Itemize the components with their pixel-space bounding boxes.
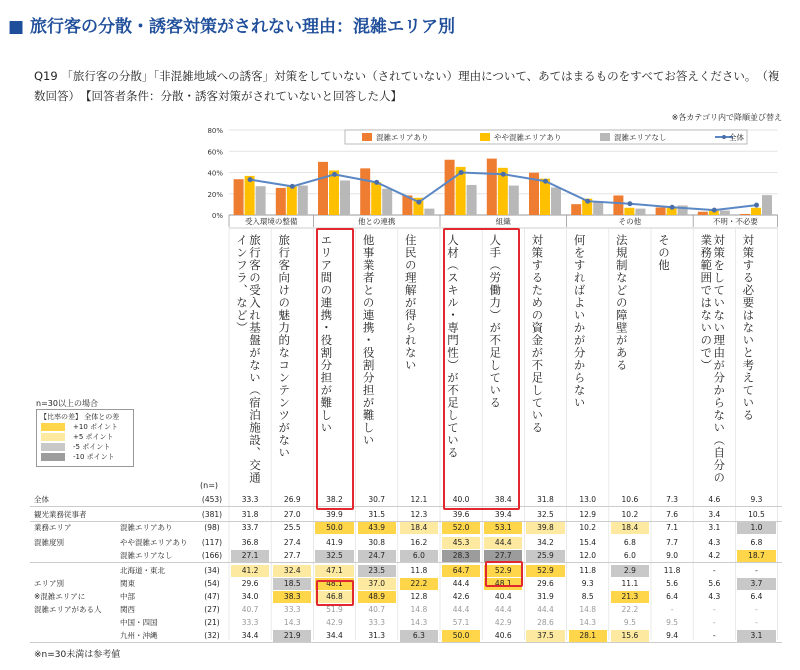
table-cell: 6.0 xyxy=(400,550,438,562)
table-cell: 15.6 xyxy=(611,630,649,642)
table-cell: 5.6 xyxy=(708,579,721,588)
table-cell: 51.9 xyxy=(326,605,343,614)
table-cell: 33.3 xyxy=(368,618,386,627)
table-cell: 34.4 xyxy=(241,631,259,640)
table-cell: 39.6 xyxy=(452,510,470,519)
table-cell: 27.1 xyxy=(231,550,269,562)
row-group-label: 業務エリア xyxy=(34,523,72,532)
table-cell: 18.4 xyxy=(611,522,649,534)
bar xyxy=(276,188,286,215)
table-cell: 33.3 xyxy=(283,605,301,614)
row-n: (27) xyxy=(204,605,220,614)
row-label: 九州・沖縄 xyxy=(120,631,158,640)
table-row xyxy=(30,591,782,603)
table-cell: 14.8 xyxy=(410,605,428,614)
category-label: 住民の理解が得られない xyxy=(403,234,418,372)
highlight-box-staff-shortage xyxy=(443,228,520,510)
row-group-label: エリア別 xyxy=(34,579,64,588)
table-cell: 43.9 xyxy=(358,522,396,534)
table-cell: 12.1 xyxy=(410,495,428,504)
legend-box-title: 【比率の差】 全体との差 xyxy=(40,413,120,421)
table-cell: 27.7 xyxy=(283,551,301,560)
table-cell: 33.3 xyxy=(241,495,259,504)
table-cell: 6.8 xyxy=(623,538,636,547)
table-cell: 9.0 xyxy=(666,551,679,560)
highlight-legend xyxy=(36,409,134,467)
row-label: 中部 xyxy=(120,592,135,601)
table-cell: 64.7 xyxy=(442,565,480,577)
table-cell: 26.9 xyxy=(283,495,301,504)
table-cell: 6.0 xyxy=(623,551,636,560)
table-cell: - xyxy=(755,618,758,627)
category-label: 旅行客向けの魅力的なコンテンツがない xyxy=(277,234,292,459)
table-cell: 8.5 xyxy=(581,592,594,601)
table-cell: 32.5 xyxy=(315,550,353,562)
table-cell: 25.5 xyxy=(283,523,301,532)
row-n: (381) xyxy=(201,510,223,519)
category-label: 法規制などの障壁がある xyxy=(614,234,629,372)
table-cell: 6.8 xyxy=(750,538,763,547)
table-cell: 31.3 xyxy=(368,631,386,640)
line-point xyxy=(248,177,253,182)
table-row xyxy=(30,565,782,577)
category-label: 人材（スキル・専門性）が不足している xyxy=(446,234,460,459)
table-cell: 7.6 xyxy=(666,510,679,519)
table-cell: - xyxy=(712,618,716,627)
table-cell: 12.9 xyxy=(579,510,597,519)
row-n: (47) xyxy=(204,592,220,601)
bar xyxy=(360,168,370,215)
table-cell: - xyxy=(712,566,716,575)
table-cell: 37.0 xyxy=(358,578,396,590)
legend-swatch xyxy=(362,133,372,141)
table-cell: 9.3 xyxy=(581,579,594,588)
table-cell: 7.1 xyxy=(666,523,679,532)
table-cell: 10.2 xyxy=(579,523,597,532)
category-label: 対策するための資金が不足している xyxy=(530,234,545,434)
table-cell: - xyxy=(712,605,716,614)
table-cell: 25.9 xyxy=(526,550,564,562)
group-label: その他 xyxy=(618,217,642,226)
footer-note: ※n=30未満は参考値 xyxy=(34,650,121,660)
table-cell: 22.2 xyxy=(400,578,438,590)
row-group-label: 混雑エリアがある人 xyxy=(34,605,102,614)
row-n: (453) xyxy=(201,495,223,504)
row-label: 中国・四国 xyxy=(120,618,158,627)
table-cell: 34.4 xyxy=(326,631,343,640)
table-cell: 13.0 xyxy=(579,495,597,504)
table-cell: 11.8 xyxy=(663,566,681,575)
table-cell: 21.3 xyxy=(611,591,649,603)
table-cell: 39.9 xyxy=(326,510,343,519)
table-cell: 16.2 xyxy=(410,538,428,547)
table-cell: 27.7 xyxy=(484,550,522,562)
category-label: 人手（労働力）が不足している xyxy=(488,234,503,409)
table-cell: 28.1 xyxy=(569,630,607,642)
y-tick-label: 0% xyxy=(211,212,223,220)
line-point xyxy=(543,179,548,184)
table-cell: 24.7 xyxy=(358,550,396,562)
legend-label: 混雑エリアあり xyxy=(376,133,429,142)
table-cell: 21.9 xyxy=(273,630,311,642)
legend-label: やや混雑エリアあり xyxy=(494,133,562,142)
table-cell: 52.0 xyxy=(442,522,480,534)
table-cell: 31.9 xyxy=(537,592,554,601)
row-label: 混雑エリアあり xyxy=(120,523,173,532)
table-cell: 10.6 xyxy=(621,495,639,504)
table-cell: 9.5 xyxy=(623,618,636,627)
line-point xyxy=(416,200,421,205)
table-cell: 3.7 xyxy=(737,578,775,590)
bar xyxy=(487,159,497,215)
table-cell: 34.2 xyxy=(537,538,554,547)
bar xyxy=(624,208,634,215)
table-cell: 6.4 xyxy=(750,592,763,601)
table-cell: 22.2 xyxy=(621,605,639,614)
table-cell: 3.1 xyxy=(737,630,775,642)
bar xyxy=(740,214,750,215)
line-point xyxy=(332,172,337,177)
table-cell: 33.3 xyxy=(241,618,259,627)
table-cell: 44.4 xyxy=(452,605,470,614)
question-text: Q19 「旅行客の分散」「非混雑地域への誘客」対策をしていない（されていない）理由について、あてはまるものをすべてお答えください。 （複数回答） 【回答者条件：分散・誘客対策がされていないと回答した人】 xyxy=(34,69,780,103)
table-cell: 34.0 xyxy=(241,592,259,601)
table-cell: 9.3 xyxy=(750,495,763,504)
legend-label: 混雑エリアなし xyxy=(614,133,667,142)
table-row xyxy=(30,604,782,616)
group-label: 不明・不必要 xyxy=(712,217,758,226)
table-cell: 4.2 xyxy=(708,551,721,560)
table-cell: 38.4 xyxy=(494,495,512,504)
table-cell: 45.3 xyxy=(442,537,480,549)
table-row xyxy=(30,550,782,563)
table-cell: 23.5 xyxy=(358,565,396,577)
table-cell: 29.6 xyxy=(537,579,554,588)
table-cell: 40.7 xyxy=(241,605,259,614)
highlight-box-cell-1 xyxy=(316,580,354,606)
category-label: 対策をしていない理由が分からない（自分の業務範囲ではないので） xyxy=(699,234,727,484)
bar xyxy=(509,186,519,215)
row-n: (34) xyxy=(204,566,220,575)
row-n: (166) xyxy=(201,551,223,560)
table-cell: 12.0 xyxy=(579,551,597,560)
row-group-label: 全体 xyxy=(34,495,49,504)
bar xyxy=(298,186,308,215)
table-cell: 38.3 xyxy=(273,591,311,603)
line-point xyxy=(754,203,759,208)
table-cell: 1.0 xyxy=(737,522,775,534)
table-row xyxy=(30,630,782,643)
table-row xyxy=(30,537,782,549)
table-cell: 4.3 xyxy=(708,592,721,601)
y-tick-label: 60% xyxy=(207,148,223,157)
table-cell: 3.1 xyxy=(708,523,721,532)
row-group-label xyxy=(34,565,124,577)
bar xyxy=(371,182,381,215)
bar xyxy=(329,170,339,215)
bar xyxy=(445,160,455,215)
table-cell: 37.5 xyxy=(526,630,564,642)
bar xyxy=(318,162,328,215)
table-cell: 44.4 xyxy=(452,579,470,588)
legend-label-minus5: -5 ポイント xyxy=(73,443,111,451)
row-n: (98) xyxy=(204,523,220,532)
legend-swatch xyxy=(480,133,490,141)
table-cell: 30.8 xyxy=(368,538,386,547)
table-row xyxy=(30,509,782,522)
table-cell: - xyxy=(712,631,716,640)
table-cell: 10.2 xyxy=(621,510,639,519)
category-label: その他 xyxy=(657,234,671,272)
table-cell: 7.3 xyxy=(666,495,679,504)
bar xyxy=(382,189,392,215)
table-cell: 40.4 xyxy=(494,592,512,601)
row-group-label xyxy=(34,550,124,562)
table-cell: 18.5 xyxy=(273,578,311,590)
highlight-box-area-coordination xyxy=(316,228,354,510)
table-cell: 38.2 xyxy=(326,495,343,504)
table-cell: 44.4 xyxy=(494,605,512,614)
table-cell: 15.4 xyxy=(579,538,597,547)
legend-label-minus10: -10 ポイント xyxy=(73,453,115,461)
bar xyxy=(635,209,645,215)
line-point xyxy=(501,172,506,177)
table-cell: 33.7 xyxy=(241,523,259,532)
table-cell: 31.8 xyxy=(241,510,259,519)
group-label: 組織 xyxy=(495,217,511,226)
table-cell: 44.4 xyxy=(484,537,522,549)
bar xyxy=(751,208,761,215)
table-cell: 40.6 xyxy=(494,631,512,640)
table-cell: 41.9 xyxy=(326,538,343,547)
y-tick-label: 80% xyxy=(207,127,223,135)
table-cell: 57.1 xyxy=(452,618,470,627)
bar xyxy=(551,187,561,215)
table-cell: 9.4 xyxy=(666,631,679,640)
row-group-label xyxy=(34,630,124,642)
line-point xyxy=(585,199,590,204)
legend-title: n=30以上の場合 xyxy=(36,399,98,408)
table-cell: 9.5 xyxy=(666,618,679,627)
row-n: (54) xyxy=(204,579,220,588)
table-cell: 48.9 xyxy=(358,591,396,603)
bar xyxy=(287,186,297,215)
legend-label: 全体 xyxy=(729,133,744,142)
table-cell: 18.4 xyxy=(400,522,438,534)
table-cell: 44.4 xyxy=(537,605,554,614)
line-point xyxy=(374,180,379,185)
table-cell: - xyxy=(755,566,758,575)
legend-swatch xyxy=(600,133,610,141)
table-cell: 39.4 xyxy=(494,510,512,519)
table-cell: 28.6 xyxy=(537,618,554,627)
category-label: 旅行客の受入れ基盤がない（宿泊施設、交通インフラ、など） xyxy=(235,234,262,484)
table-cell: 48.1 xyxy=(484,578,522,590)
row-label: 北海道・東北 xyxy=(120,566,165,575)
row-label: 関西 xyxy=(120,605,135,614)
table-cell: 31.5 xyxy=(368,510,386,519)
bar xyxy=(424,209,434,215)
table-cell: 53.1 xyxy=(484,522,522,534)
bar xyxy=(656,207,666,215)
table-cell: 14.8 xyxy=(579,605,597,614)
table-cell: - xyxy=(755,605,758,614)
table-cell: 52.9 xyxy=(526,565,564,577)
table-cell: 27.0 xyxy=(283,510,301,519)
table-cell: 50.0 xyxy=(315,522,353,534)
table-cell: 12.3 xyxy=(410,510,428,519)
bar xyxy=(256,186,266,215)
row-group-label: 観光業務従事者 xyxy=(34,510,87,519)
line-point xyxy=(712,208,717,213)
row-n: (117) xyxy=(201,538,223,547)
table-cell: 4.3 xyxy=(708,538,721,547)
table-cell: 27.4 xyxy=(283,538,301,547)
legend-label-plus5: +5 ポイント xyxy=(73,433,114,441)
bar xyxy=(571,204,581,215)
page-title: ■ 旅行客の分散・誘客対策がされない理由：混雑エリア別 xyxy=(8,17,455,37)
table-cell: 14.3 xyxy=(410,618,428,627)
table-cell: 39.8 xyxy=(526,522,564,534)
table-cell: 47.1 xyxy=(315,565,353,577)
table-cell: 12.8 xyxy=(410,592,428,601)
line-point xyxy=(290,184,295,189)
row-label: 関東 xyxy=(120,579,135,588)
legend-label-plus10: +10 ポイント xyxy=(73,423,118,431)
bar xyxy=(467,185,477,215)
legend-swatch-plus5 xyxy=(41,433,65,441)
table-cell: 42.6 xyxy=(452,592,470,601)
bar xyxy=(593,202,603,215)
table-cell: 42.9 xyxy=(494,618,512,627)
table-cell: 14.3 xyxy=(579,618,597,627)
y-tick-label: 40% xyxy=(207,169,223,178)
table-cell: 32.4 xyxy=(273,565,311,577)
row-label: やや混雑エリアあり xyxy=(120,538,188,547)
category-label: 何をすればよいかが分からない xyxy=(572,234,587,409)
table-cell: 40.0 xyxy=(452,495,470,504)
line-point xyxy=(459,170,464,175)
table-row xyxy=(30,522,782,534)
group-label: 受入環境の整備 xyxy=(244,217,298,226)
table-cell: 5.6 xyxy=(666,579,679,588)
row-n: (32) xyxy=(204,631,220,640)
table-cell: 40.7 xyxy=(368,605,386,614)
n-header: (n=) xyxy=(200,481,219,490)
table-cell: 4.6 xyxy=(708,495,721,504)
table-cell: 10.5 xyxy=(748,510,765,519)
row-label: 混雑エリアなし xyxy=(120,551,173,560)
table-cell: 11.8 xyxy=(410,566,428,575)
table-cell: 6.4 xyxy=(666,592,679,601)
bar xyxy=(613,195,623,215)
table-cell: - xyxy=(670,605,674,614)
table-cell: 42.9 xyxy=(326,618,343,627)
table-cell: 52.9 xyxy=(484,565,522,577)
category-label: エリア間の連携・役割分担が難しい xyxy=(319,234,334,434)
table-cell: 6.3 xyxy=(400,630,438,642)
table-cell: 3.4 xyxy=(708,510,721,519)
sort-note: ※各カテゴリ内で降順並び替え xyxy=(671,113,782,122)
line-point xyxy=(627,201,632,206)
table-cell: 31.8 xyxy=(537,495,554,504)
table-row xyxy=(30,494,782,507)
table-cell: 32.5 xyxy=(537,510,554,519)
table-cell: 36.8 xyxy=(241,538,259,547)
table-row xyxy=(30,578,782,590)
table-cell: 7.7 xyxy=(666,538,679,547)
highlight-box-cell-2 xyxy=(485,561,523,587)
bar xyxy=(340,180,350,215)
bar xyxy=(234,179,244,215)
table-cell: 14.3 xyxy=(283,618,301,627)
y-tick-label: 20% xyxy=(207,190,223,199)
bar xyxy=(762,195,772,215)
bar xyxy=(540,179,550,215)
table-cell: 48.1 xyxy=(315,578,353,590)
table-cell: 18.7 xyxy=(737,550,775,562)
row-n: (21) xyxy=(204,618,220,627)
line-point xyxy=(670,205,675,210)
category-label: 対策する必要はないと考えている xyxy=(741,234,756,422)
table-cell: 50.0 xyxy=(442,630,480,642)
legend-line-dot xyxy=(722,135,726,139)
table-cell: 28.3 xyxy=(442,550,480,562)
table-cell: 41.2 xyxy=(231,565,269,577)
table-cell: 2.9 xyxy=(611,565,649,577)
legend-swatch-minus10 xyxy=(41,453,65,461)
table-cell: 11.8 xyxy=(579,566,597,575)
table-cell: 46.8 xyxy=(315,591,353,603)
table-row xyxy=(30,617,782,629)
row-group-label: ※混雑エリアに xyxy=(34,592,86,601)
table-cell: 30.7 xyxy=(368,495,386,504)
row-group-label: 混雑度別 xyxy=(34,538,64,547)
bar xyxy=(720,211,730,215)
legend-swatch-plus10 xyxy=(41,423,65,431)
legend-swatch-minus5 xyxy=(41,443,65,451)
table-cell: 11.1 xyxy=(621,579,639,588)
table-cell: 29.6 xyxy=(241,579,259,588)
group-label: 他との連携 xyxy=(357,217,396,226)
row-group-label xyxy=(34,617,124,629)
bar xyxy=(698,212,708,215)
category-label: 他事業者との連携・役割分担が難しい xyxy=(361,234,376,447)
